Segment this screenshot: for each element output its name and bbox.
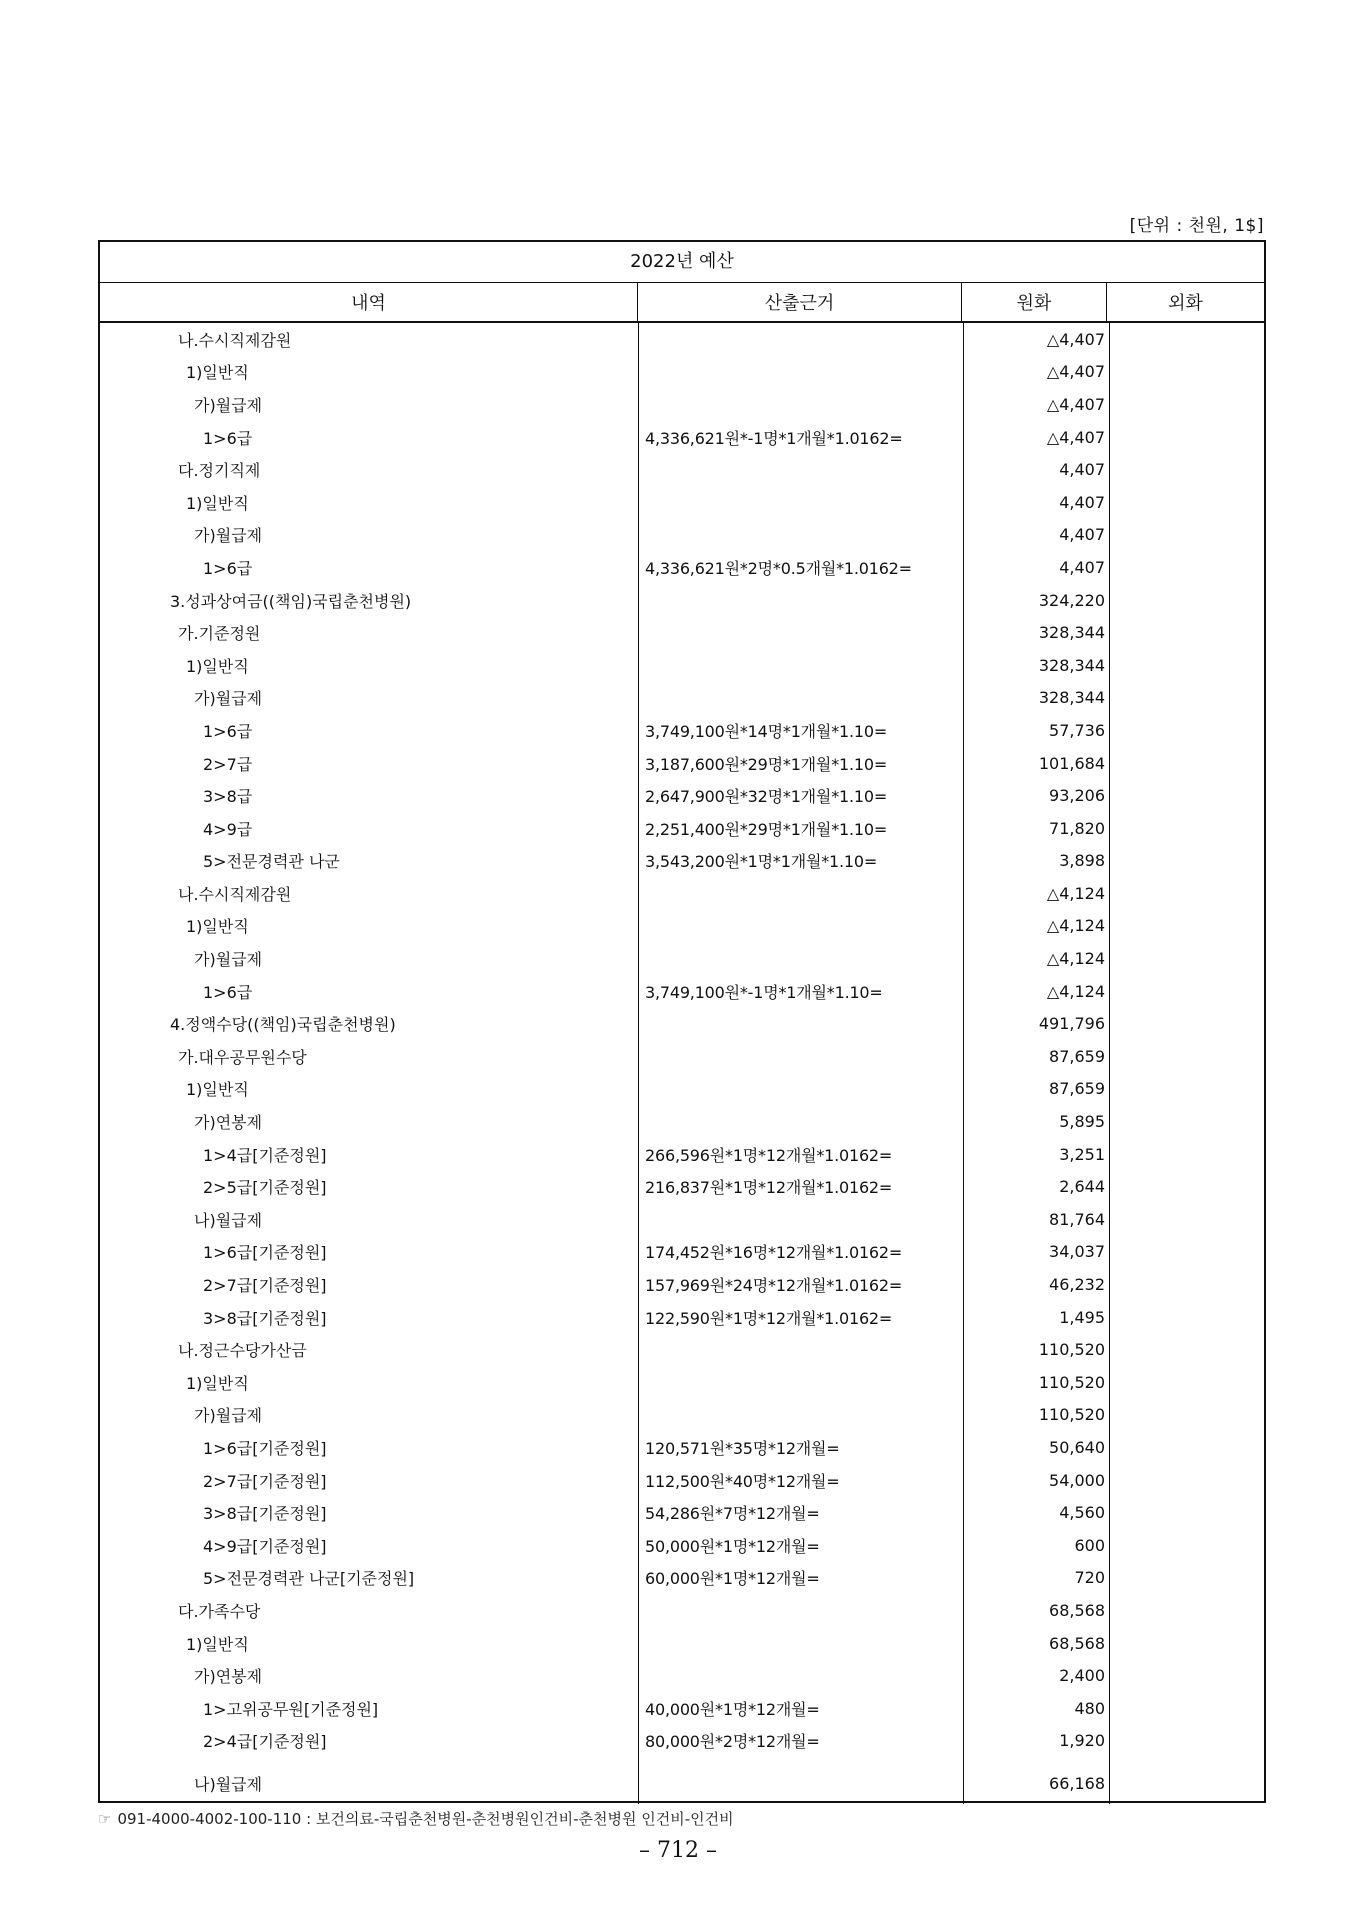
row-krw: 87,659 [1049, 1079, 1105, 1099]
table-row [100, 1496, 1264, 1529]
table-row [100, 1138, 1264, 1171]
row-basis: 157,969원*24명*12개월*1.0162= [645, 1276, 903, 1296]
table-row [100, 1170, 1264, 1203]
table-row [100, 1073, 1264, 1106]
row-item: 3>8급 [203, 787, 253, 807]
pointing-hand-icon: ☞ [98, 1810, 112, 1828]
table-row [100, 584, 1264, 617]
row-basis: 3,749,100원*-1명*1개월*1.10= [645, 982, 883, 1002]
row-item: 다.정기직제 [178, 461, 261, 481]
row-basis: 112,500원*40명*12개월= [645, 1471, 840, 1491]
table-row [100, 910, 1264, 943]
table-row [100, 812, 1264, 845]
row-item: 1>6급[기준정원] [203, 1243, 327, 1263]
row-basis: 174,452원*16명*12개월*1.0162= [645, 1243, 903, 1263]
row-krw: 57,736 [1049, 720, 1105, 740]
table-row [100, 388, 1264, 421]
row-item: 가.기준정원 [178, 624, 261, 644]
row-krw: 4,407 [1059, 492, 1105, 512]
row-item: 4>9급[기준정원] [203, 1536, 327, 1556]
row-krw: 4,407 [1059, 557, 1105, 577]
header-basis: 산출근거 [638, 283, 962, 321]
row-krw: 1,495 [1059, 1307, 1105, 1327]
table-row [100, 975, 1264, 1008]
table-row [100, 877, 1264, 910]
row-item: 가.대우공무원수당 [178, 1047, 307, 1067]
row-item: 나)월급제 [194, 1210, 263, 1230]
row-krw: △4,124 [1046, 916, 1105, 936]
table-row [100, 1301, 1264, 1334]
row-krw: 600 [1074, 1535, 1105, 1555]
table-row [100, 845, 1264, 878]
row-basis: 4,336,621원*2명*0.5개월*1.0162= [645, 558, 912, 578]
unit-label: [단위 : 천원, 1$] [1129, 216, 1264, 236]
row-krw: 491,796 [1038, 1014, 1105, 1034]
row-item: 가)월급제 [194, 1406, 263, 1426]
table-row [100, 1725, 1264, 1758]
row-krw: 720 [1074, 1568, 1105, 1588]
table-row [100, 779, 1264, 812]
row-basis: 122,590원*1명*12개월*1.0162= [645, 1308, 893, 1328]
row-krw: 110,520 [1038, 1372, 1105, 1392]
row-krw: 93,206 [1049, 786, 1105, 806]
row-krw: 46,232 [1049, 1275, 1105, 1295]
row-item: 1>6급 [203, 982, 253, 1002]
table-row [100, 616, 1264, 649]
row-krw: 2,644 [1059, 1177, 1105, 1197]
row-item: 1>고위공무원[기준정원] [203, 1699, 379, 1719]
row-item: 1>4급[기준정원] [203, 1145, 327, 1165]
row-item: 5>전문경력관 나군 [203, 852, 340, 872]
row-krw: 81,764 [1049, 1209, 1105, 1229]
row-item: 1>6급 [203, 558, 253, 578]
table-row [100, 1627, 1264, 1660]
row-krw: 2,400 [1059, 1666, 1105, 1686]
row-krw: 328,344 [1038, 655, 1105, 675]
row-item: 가)월급제 [194, 689, 263, 709]
row-item: 1)일반직 [186, 1373, 249, 1393]
row-krw: 101,684 [1038, 753, 1105, 773]
row-krw: 4,407 [1059, 525, 1105, 545]
row-krw: 87,659 [1049, 1046, 1105, 1066]
table-row [100, 1431, 1264, 1464]
row-item: 1)일반직 [186, 363, 249, 383]
table-row [100, 551, 1264, 584]
row-item: 1>6급 [203, 721, 253, 741]
row-krw: 71,820 [1049, 818, 1105, 838]
row-item: 나.정근수당가산금 [178, 1341, 307, 1361]
row-krw: 3,898 [1059, 851, 1105, 871]
table-row [100, 1366, 1264, 1399]
table-row [100, 1399, 1264, 1432]
row-item: 1)일반직 [186, 493, 249, 513]
table-row [100, 1007, 1264, 1040]
row-basis: 80,000원*2명*12개월= [645, 1732, 820, 1752]
row-krw: 328,344 [1038, 623, 1105, 643]
table-row [100, 453, 1264, 486]
account-code-text: 091-4000-4002-100-110 : 보건의료-국립춘천병원-춘천병원인건비-춘천병원 인건비-인건비 [117, 1810, 734, 1828]
table-row [100, 1203, 1264, 1236]
account-code-note [98, 1808, 734, 1829]
row-basis: 54,286원*7명*12개월= [645, 1504, 820, 1524]
row-basis: 266,596원*1명*12개월*1.0162= [645, 1145, 893, 1165]
row-krw: △4,407 [1046, 427, 1105, 447]
table-row [100, 1040, 1264, 1073]
table-row [100, 421, 1264, 454]
row-item: 2>5급[기준정원] [203, 1178, 327, 1198]
table-row [100, 323, 1264, 356]
row-item: 2>4급[기준정원] [203, 1732, 327, 1752]
row-krw: 68,568 [1049, 1633, 1105, 1653]
row-item: 2>7급[기준정원] [203, 1276, 327, 1296]
table-row [100, 649, 1264, 682]
header-foreign: 외화 [1168, 293, 1203, 314]
row-item: 2>7급 [203, 754, 253, 774]
row-item: 2>7급[기준정원] [203, 1471, 327, 1491]
table-row [100, 356, 1264, 389]
table-row [100, 682, 1264, 715]
row-krw: △4,407 [1046, 329, 1105, 349]
header-krw: 원화 [962, 283, 1107, 321]
row-item: 1)일반직 [186, 1080, 249, 1100]
row-item: 1>6급 [203, 428, 253, 448]
table-row [100, 1692, 1264, 1725]
row-krw: 4,560 [1059, 1503, 1105, 1523]
row-item: 나.수시직제감원 [178, 330, 292, 350]
table-row [100, 1529, 1264, 1562]
table-row [100, 1236, 1264, 1269]
header-item: 내역 [100, 283, 638, 321]
row-item: 1)일반직 [186, 1634, 249, 1654]
table-body [100, 323, 1264, 1804]
table-row [100, 1763, 1264, 1803]
row-krw: 66,168 [1049, 1773, 1105, 1793]
row-item: 4>9급 [203, 819, 253, 839]
row-basis: 40,000원*1명*12개월= [645, 1699, 820, 1719]
row-krw: △4,407 [1046, 394, 1105, 414]
row-krw: 3,251 [1059, 1144, 1105, 1164]
row-krw: △4,407 [1046, 362, 1105, 382]
year-title: 2022년 예산 [100, 242, 1264, 283]
row-krw: △4,124 [1046, 883, 1105, 903]
row-item: 5>전문경력관 나군[기준정원] [203, 1569, 415, 1589]
row-krw: 4,407 [1059, 460, 1105, 480]
table-row [100, 519, 1264, 552]
table-rows [100, 323, 1264, 1803]
table-row [100, 486, 1264, 519]
row-basis: 3,543,200원*1명*1개월*1.10= [645, 852, 878, 872]
row-item: 가)연봉제 [194, 1113, 263, 1133]
table-row [100, 1268, 1264, 1301]
row-krw: 480 [1074, 1698, 1105, 1718]
row-krw: 54,000 [1049, 1470, 1105, 1490]
table-row [100, 1464, 1264, 1497]
row-basis: 2,251,400원*29명*1개월*1.10= [645, 819, 888, 839]
row-krw: △4,124 [1046, 949, 1105, 969]
row-item: 3>8급[기준정원] [203, 1504, 327, 1524]
row-krw: 324,220 [1038, 590, 1105, 610]
row-item: 3>8급[기준정원] [203, 1308, 327, 1328]
row-item: 1)일반직 [186, 917, 249, 937]
budget-table [98, 240, 1266, 1803]
page-number: – 712 – [639, 1838, 717, 1863]
row-krw: 1,920 [1059, 1731, 1105, 1751]
row-item: 가)월급제 [194, 395, 263, 415]
row-krw: 5,895 [1059, 1112, 1105, 1132]
table-row [100, 1659, 1264, 1692]
row-krw: 34,037 [1049, 1242, 1105, 1262]
row-item: 가)연봉제 [194, 1667, 263, 1687]
row-basis: 216,837원*1명*12개월*1.0162= [645, 1178, 893, 1198]
row-item: 1)일반직 [186, 656, 249, 676]
row-krw: 68,568 [1049, 1600, 1105, 1620]
row-item: 가)월급제 [194, 950, 263, 970]
row-item: 4.정액수당((책임)국립춘천병원) [170, 1015, 396, 1035]
row-basis: 60,000원*1명*12개월= [645, 1569, 820, 1589]
row-krw: 110,520 [1038, 1405, 1105, 1425]
row-item: 3.성과상여금((책임)국립춘천병원) [170, 591, 412, 611]
row-krw: △4,124 [1046, 981, 1105, 1001]
table-row [100, 1562, 1264, 1595]
table-row [100, 747, 1264, 780]
row-basis: 3,187,600원*29명*1개월*1.10= [645, 754, 888, 774]
row-item: 1>6급[기준정원] [203, 1438, 327, 1458]
table-row [100, 1594, 1264, 1627]
row-krw: 50,640 [1049, 1437, 1105, 1457]
table-row [100, 1105, 1264, 1138]
row-basis: 3,749,100원*14명*1개월*1.10= [645, 721, 888, 741]
table-row [100, 714, 1264, 747]
table-row [100, 1333, 1264, 1366]
row-item: 나)월급제 [194, 1774, 263, 1794]
row-basis: 120,571원*35명*12개월= [645, 1438, 840, 1458]
row-basis: 2,647,900원*32명*1개월*1.10= [645, 787, 888, 807]
row-item: 가)월급제 [194, 526, 263, 546]
row-item: 다.가족수당 [178, 1601, 261, 1621]
table-header [100, 283, 1264, 323]
row-basis: 50,000원*1명*12개월= [645, 1536, 820, 1556]
row-krw: 110,520 [1038, 1340, 1105, 1360]
table-row [100, 942, 1264, 975]
row-basis: 4,336,621원*-1명*1개월*1.0162= [645, 428, 903, 448]
row-item: 나.수시직제감원 [178, 884, 292, 904]
row-krw: 328,344 [1038, 688, 1105, 708]
